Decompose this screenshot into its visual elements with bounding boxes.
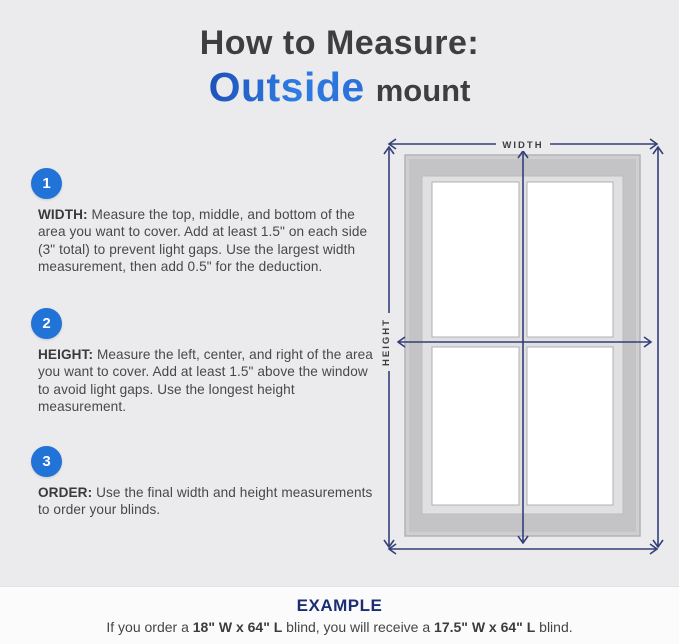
width-label: WIDTH: [502, 140, 544, 151]
example-middle: blind, you will receive a: [282, 619, 435, 635]
step-1-text: [38, 206, 381, 275]
example-section: [0, 586, 679, 644]
title-highlight: Outside: [208, 64, 365, 110]
step-3-body: Use the final width and height measurements to order your blinds.: [38, 485, 373, 518]
example-receive-size: 17.5" W x 64" L: [434, 619, 536, 635]
step-2-body: Measure the left, center, and right of the area you want to cover. Add at least 1.5" above the window to avoid light gaps. Use the longest height measurement.: [38, 347, 373, 414]
example-text: [0, 619, 679, 635]
window-measurement-diagram: [372, 133, 672, 583]
step-order: [31, 446, 381, 519]
example-prefix: If you order a: [106, 619, 193, 635]
step-2-label: HEIGHT:: [38, 347, 94, 362]
step-1-badge: 1: [31, 168, 62, 199]
step-width: [31, 168, 381, 275]
title-line2: [0, 64, 679, 111]
height-label: HEIGHT: [381, 318, 392, 366]
step-3-badge: 3: [31, 446, 62, 477]
step-3-text: [38, 484, 381, 519]
step-2-text: [38, 346, 381, 415]
step-3-label: ORDER:: [38, 485, 93, 500]
window-diagram-svg: [372, 133, 672, 578]
example-heading: EXAMPLE: [296, 596, 383, 615]
title-suffix: mount: [375, 73, 471, 108]
step-2-badge: 2: [31, 308, 62, 339]
step-1-label: WIDTH:: [38, 207, 88, 222]
example-suffix: blind.: [535, 619, 573, 635]
step-1-body: Measure the top, middle, and bottom of the area you want to cover. Add at least 1.5" on each side (3" total) to prevent light gaps. Use the largest width measurement, then add 0.5" for the deduction.: [38, 207, 368, 274]
page-title: [0, 24, 679, 111]
step-height: [31, 308, 381, 415]
example-order-size: 18" W x 64" L: [192, 619, 283, 635]
title-line1: How to Measure:: [199, 24, 480, 62]
